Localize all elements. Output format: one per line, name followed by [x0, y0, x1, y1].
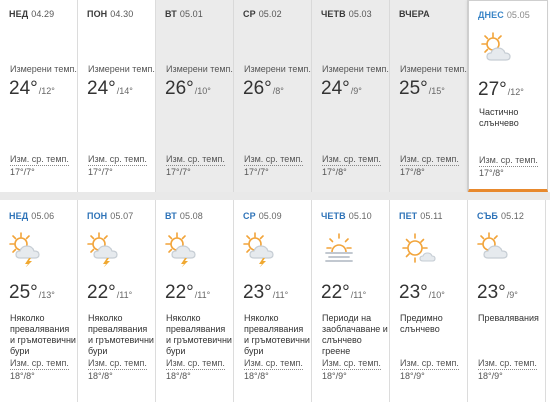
temperatures: [9, 78, 55, 100]
temp-low: /9°: [350, 86, 362, 96]
avg-temp-label[interactable]: Изм. ср. темп.: [478, 358, 537, 368]
day-name: СР: [243, 211, 256, 221]
forecast-day-card[interactable]: [0, 200, 78, 402]
temp-high: 23°: [477, 282, 506, 303]
avg-temp-value: 18°/8°: [10, 371, 35, 381]
avg-temp-value: 17°/7°: [10, 167, 35, 177]
weather-description: Предимно слънчево: [400, 313, 443, 334]
avg-temp-label[interactable]: Изм. ср. темп.: [322, 358, 381, 368]
day-name: ПЕТ: [399, 211, 418, 221]
forecast-day-card[interactable]: [312, 200, 390, 402]
weather-description: Частично слънчево: [479, 107, 519, 128]
temperatures: [165, 78, 211, 100]
temperatures: [87, 78, 133, 100]
sun-cloud-thunder-icon: [241, 231, 283, 267]
day-header: [477, 211, 524, 221]
day-header: [399, 211, 443, 221]
avg-temp-label[interactable]: Изм. ср. темп.: [400, 358, 459, 368]
temp-high: 23°: [243, 282, 272, 303]
day-header: [165, 211, 203, 221]
temp-high: 27°: [478, 79, 507, 100]
day-date: 05.07: [110, 211, 134, 221]
temp-high: 26°: [243, 78, 272, 99]
forecast-day-card[interactable]: [78, 200, 156, 402]
measured-label: Измерени темп.: [244, 64, 311, 74]
day-header: [243, 211, 282, 221]
temp-high: 23°: [399, 282, 428, 303]
day-date: 04.29: [31, 9, 55, 19]
forecast-day-card[interactable]: [156, 200, 234, 402]
day-date: 04.30: [110, 9, 134, 19]
day-date: 05.08: [179, 211, 203, 221]
temp-low: /11°: [350, 290, 367, 300]
temp-low: /11°: [272, 290, 289, 300]
day-card[interactable]: [234, 0, 312, 192]
day-date: 05.12: [500, 211, 525, 221]
row-separator: [0, 192, 550, 200]
temperatures: [321, 282, 366, 304]
avg-temp-label[interactable]: Изм. ср. темп.: [244, 154, 303, 164]
temp-low: /15°: [428, 86, 445, 96]
temp-low: /10°: [194, 86, 211, 96]
weather-description: Няколко превалявания и гръмотевични бури: [244, 313, 310, 356]
weather-description: Няколко превалявания и гръмотевични бури: [10, 313, 76, 356]
temperatures: [243, 282, 288, 304]
day-name: ВТ: [165, 211, 177, 221]
temperatures: [87, 282, 132, 304]
temp-high: 25°: [9, 282, 38, 303]
day-name: ВЧЕРА: [399, 9, 430, 19]
day-name: НЕД: [9, 9, 29, 19]
avg-temp-label[interactable]: Изм. ср. темп.: [166, 154, 225, 164]
day-header: [321, 9, 372, 19]
day-header: [399, 9, 433, 19]
day-date: 05.02: [258, 9, 282, 19]
day-date: 05.03: [348, 9, 372, 19]
temp-low: /9°: [506, 290, 518, 300]
day-date: 05.06: [31, 211, 55, 221]
forecast-day-card[interactable]: [468, 200, 546, 402]
day-date: 05.01: [179, 9, 203, 19]
avg-temp-value: 17°/8°: [479, 168, 504, 178]
sun-cloud-thunder-icon: [85, 231, 127, 267]
avg-temp-value: 17°/7°: [166, 167, 191, 177]
avg-temp-label[interactable]: Изм. ср. темп.: [166, 358, 225, 368]
avg-temp-value: 18°/9°: [478, 371, 503, 381]
avg-temp-value: 17°/8°: [322, 167, 347, 177]
day-card[interactable]: [0, 0, 78, 192]
avg-temp-value: 18°/9°: [322, 371, 347, 381]
measured-label: Измерени темп.: [166, 64, 233, 74]
sun-cloud-thunder-icon: [163, 231, 205, 267]
weather-description: Няколко превалявания и гръмотевични бури: [88, 313, 154, 356]
past-days-row: [0, 0, 550, 192]
temp-high: 24°: [87, 78, 116, 99]
weather-description: Няколко превалявания и гръмотевични бури: [166, 313, 232, 356]
avg-temp-label[interactable]: Изм. ср. темп.: [479, 155, 538, 165]
day-name: ЧЕТВ: [321, 9, 346, 19]
day-name: ПОН: [87, 9, 108, 19]
day-date: 05.05: [506, 10, 530, 20]
temp-high: 24°: [321, 78, 350, 99]
temp-low: /12°: [38, 86, 55, 96]
day-date: 05.10: [348, 211, 372, 221]
temp-low: /12°: [507, 87, 524, 97]
day-header: [87, 211, 133, 221]
temperatures: [399, 282, 445, 304]
today-card[interactable]: [468, 0, 548, 192]
temperatures: [321, 78, 362, 100]
day-header: [165, 9, 203, 19]
avg-temp-value: 17°/7°: [88, 167, 113, 177]
avg-temp-label[interactable]: Изм. ср. темп.: [88, 154, 147, 164]
day-header: [87, 9, 133, 19]
measured-label: Измерени темп.: [10, 64, 77, 74]
temperatures: [477, 282, 518, 304]
temperatures: [9, 282, 55, 304]
day-name: ДНЕС: [478, 10, 504, 20]
avg-temp-label[interactable]: Изм. ср. темп.: [10, 358, 69, 368]
avg-temp-label[interactable]: Изм. ср. темп.: [88, 358, 147, 368]
sun-cloud-rain-icon: [475, 231, 517, 267]
avg-temp-value: 18°/9°: [400, 371, 425, 381]
avg-temp-label[interactable]: Изм. ср. темп.: [10, 154, 69, 164]
day-card[interactable]: [390, 0, 468, 192]
day-card[interactable]: [156, 0, 234, 192]
day-card[interactable]: [78, 0, 156, 192]
temp-low: /11°: [116, 290, 133, 300]
avg-temp-value: 17°/8°: [400, 167, 425, 177]
avg-temp-label[interactable]: Изм. ср. темп.: [322, 154, 381, 164]
avg-temp-label[interactable]: Изм. ср. темп.: [400, 154, 459, 164]
temp-high: 22°: [165, 282, 194, 303]
measured-label: Измерени темп.: [400, 64, 467, 74]
temp-low: /10°: [428, 290, 445, 300]
avg-temp-label[interactable]: Изм. ср. темп.: [244, 358, 303, 368]
forecast-row: [0, 200, 550, 402]
temperatures: [165, 282, 210, 304]
day-header: [478, 10, 530, 20]
day-header: [243, 9, 282, 19]
temp-high: 22°: [87, 282, 116, 303]
temperatures: [243, 78, 284, 100]
day-date: 05.11: [420, 211, 443, 221]
temp-high: 24°: [9, 78, 38, 99]
temperatures: [478, 79, 524, 101]
day-name: ПОН: [87, 211, 108, 221]
temp-low: /8°: [272, 86, 284, 96]
sun-cloud-thunder-icon: [7, 231, 49, 267]
measured-label: Измерени темп.: [322, 64, 389, 74]
temp-high: 22°: [321, 282, 350, 303]
day-name: СЪБ: [477, 211, 498, 221]
sun-fog-icon: [319, 231, 361, 267]
measured-label: Измерени темп.: [88, 64, 155, 74]
temp-low: /14°: [116, 86, 133, 96]
day-header: [9, 211, 54, 221]
day-name: ЧЕТВ: [321, 211, 346, 221]
temp-low: /13°: [38, 290, 55, 300]
mostly-sunny-icon: [397, 231, 439, 267]
temp-low: /11°: [194, 290, 211, 300]
day-date: 05.09: [258, 211, 282, 221]
avg-temp-value: 17°/7°: [244, 167, 269, 177]
weather-description: Периоди на заоблачаване и слънчево греене: [322, 313, 388, 356]
day-header: [321, 211, 372, 221]
day-name: ВТ: [165, 9, 177, 19]
partly-sunny-icon: [476, 31, 518, 67]
temperatures: [399, 78, 445, 100]
weather-description: Превалявания: [478, 313, 539, 323]
avg-temp-value: 18°/8°: [88, 371, 113, 381]
avg-temp-value: 18°/8°: [166, 371, 191, 381]
day-card[interactable]: [312, 0, 390, 192]
avg-temp-value: 18°/8°: [244, 371, 269, 381]
forecast-day-card[interactable]: [234, 200, 312, 402]
day-name: НЕД: [9, 211, 29, 221]
day-header: [9, 9, 54, 19]
day-name: СР: [243, 9, 256, 19]
temp-high: 26°: [165, 78, 194, 99]
temp-high: 25°: [399, 78, 428, 99]
forecast-day-card[interactable]: [390, 200, 468, 402]
